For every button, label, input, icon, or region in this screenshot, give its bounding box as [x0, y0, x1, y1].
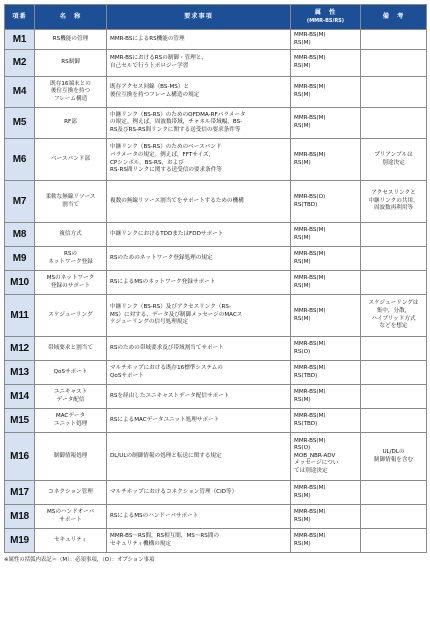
row-requirement-line: CPシンボル，BS-RS，および	[110, 159, 184, 166]
header-id: 項番	[5, 5, 35, 30]
row-attribute	[291, 505, 361, 529]
row-id: M13	[5, 361, 35, 385]
row-attribute-line: RS(M)	[294, 315, 311, 322]
table-header-row	[5, 5, 427, 30]
row-id: M2	[5, 50, 35, 77]
row-requirement-line: MMR-BS～RS間，RS相互間，MS～RS間の	[110, 532, 220, 539]
table-row	[5, 247, 427, 271]
row-note-line: スケジューリングは	[368, 300, 419, 307]
row-name-line: コネクション管理	[48, 488, 93, 495]
row-name	[35, 337, 107, 361]
row-requirement-line: ケジューリングの信号処理規定	[110, 319, 188, 326]
row-attribute-line: RS(O)	[294, 348, 311, 355]
row-note	[361, 139, 427, 181]
table-row	[5, 50, 427, 77]
table-row	[5, 361, 427, 385]
row-attribute-line: RS(M)	[294, 258, 311, 265]
row-note	[361, 529, 427, 553]
row-requirement-line: RSによるMACデータユニット処理サポート	[110, 416, 220, 423]
row-attribute-line: RS(M)	[294, 92, 311, 98]
row-note-line: 集中，分散，	[376, 307, 411, 314]
row-attribute-line: RS(M)	[294, 63, 311, 69]
row-note	[361, 77, 427, 108]
row-note	[361, 223, 427, 247]
table-row	[5, 108, 427, 139]
row-attribute	[291, 223, 361, 247]
row-name-line: RS機能の管理	[52, 35, 89, 42]
row-id: M5	[5, 108, 35, 139]
table-body	[5, 30, 427, 553]
row-name-line: ユニット処理	[53, 420, 88, 427]
row-id: M8	[5, 223, 35, 247]
row-requirement	[107, 481, 291, 505]
header-note: 備 考	[361, 5, 427, 30]
row-requirement	[107, 385, 291, 409]
row-attribute-line: RS(M)	[294, 234, 311, 241]
row-name-line: 柔軟な無線リソース	[45, 193, 96, 200]
row-requirement	[107, 50, 291, 77]
row-name-line: スケジューリング	[48, 311, 93, 318]
row-requirement	[107, 361, 291, 385]
row-name	[35, 139, 107, 181]
row-requirement-line: セキュリティ機構の規定	[110, 540, 171, 547]
row-requirement-line: RSを経由したユニキャストデータ配信サポート	[110, 392, 230, 399]
row-requirement	[107, 223, 291, 247]
row-note	[361, 30, 427, 50]
row-requirement-line: 自己セルで行うトポロジー学習	[110, 63, 189, 69]
row-name	[35, 505, 107, 529]
row-requirement-line: パラメータの規定。例えば，FFTサイズ，	[110, 151, 215, 158]
row-id: M12	[5, 337, 35, 361]
row-requirement-line: RSによるMSのハンドーバサポート	[110, 512, 199, 519]
row-requirement-line: MS）に対する，データ及び制御メッセージのMACス	[110, 311, 243, 318]
row-requirement	[107, 505, 291, 529]
row-id: M7	[5, 181, 35, 223]
row-requirement	[107, 409, 291, 433]
row-note	[361, 505, 427, 529]
row-requirement-line: 複数の無線リソース割当てをサポートするための機構	[110, 197, 244, 204]
row-name	[35, 223, 107, 247]
table-row	[5, 181, 427, 223]
row-requirement-line: MMR-BSによるRS機能の管理	[110, 35, 185, 42]
row-id: M1	[5, 30, 35, 50]
row-name-line: データ配信	[56, 396, 85, 403]
row-note	[361, 409, 427, 433]
row-requirement-line: DL/ULの制御情報の処理と転送に関する規定	[110, 452, 222, 459]
table-row	[5, 77, 427, 108]
row-note	[361, 337, 427, 361]
row-name	[35, 181, 107, 223]
row-id: M6	[5, 139, 35, 181]
row-attribute-line: RS(TBD)	[294, 420, 318, 427]
row-name	[35, 108, 107, 139]
row-name	[35, 361, 107, 385]
row-note-line: などを想定	[379, 323, 408, 330]
row-id: M18	[5, 505, 35, 529]
row-attribute-line: MMR-BS(M)	[294, 31, 326, 38]
row-requirement-line: の規定。例えば，周波数帯域，チャネル帯域幅，BS-	[110, 119, 243, 126]
row-name-line: RSの	[63, 250, 78, 257]
table-row	[5, 505, 427, 529]
row-note	[361, 361, 427, 385]
row-attribute	[291, 181, 361, 223]
row-attribute	[291, 247, 361, 271]
row-requirement	[107, 77, 291, 108]
row-attribute-line: MMR-BS(M)	[294, 250, 326, 257]
row-note-line: 周波数再利用等	[373, 205, 414, 212]
row-requirement-line: QoSサポート	[110, 372, 144, 379]
row-attribute-line: MOB_NBR-ADV	[294, 452, 336, 459]
table-row	[5, 529, 427, 553]
row-requirement	[107, 337, 291, 361]
row-name	[35, 247, 107, 271]
requirements-table	[4, 4, 427, 553]
header-attribute-sub: (MMR-BS/RS)	[306, 17, 345, 24]
row-name-line: MSのネットワーク	[46, 274, 95, 281]
row-name-line: フレーム構造	[53, 95, 88, 102]
table-row	[5, 271, 427, 295]
row-attribute	[291, 529, 361, 553]
row-attribute	[291, 30, 361, 50]
table-row	[5, 139, 427, 181]
row-name-line: ユニキャスト	[53, 388, 88, 395]
row-attribute-line: RS(M)	[294, 516, 311, 523]
row-requirement	[107, 433, 291, 481]
row-name-line: 登録のサポート	[50, 282, 91, 289]
table-row	[5, 481, 427, 505]
row-attribute-line: MMR-BS(M)	[294, 508, 326, 515]
row-name	[35, 481, 107, 505]
row-id: M19	[5, 529, 35, 553]
row-id: M10	[5, 271, 35, 295]
row-note-line: 制御情報を含む	[373, 456, 414, 463]
row-name-line: セキュリティ	[53, 536, 87, 543]
row-name-line: サポート	[59, 516, 82, 523]
row-attribute-line: MMR-BS(M)	[294, 274, 326, 281]
row-attribute	[291, 271, 361, 295]
requirements-table-container	[4, 4, 426, 563]
table-row	[5, 30, 427, 50]
row-requirement	[107, 247, 291, 271]
row-attribute-line: MMR-BS(M)	[294, 115, 326, 122]
row-name-line: 複信方式	[59, 230, 82, 237]
row-requirement	[107, 108, 291, 139]
row-attribute-line: MMR-BS(M)	[294, 364, 326, 371]
row-attribute-line: RS(M)	[294, 39, 311, 46]
table-row	[5, 223, 427, 247]
row-attribute	[291, 50, 361, 77]
row-requirement	[107, 30, 291, 50]
row-attribute-line: MMR-BS(M)	[294, 388, 326, 395]
row-id: M15	[5, 409, 35, 433]
row-name-line: MACデータ	[55, 412, 86, 419]
row-requirement-line: マルチホップにおけるコネクション管理（CID等）	[110, 488, 238, 495]
table-row	[5, 385, 427, 409]
row-note	[361, 247, 427, 271]
row-attribute-line: RS(TBD)	[294, 372, 318, 379]
row-name	[35, 409, 107, 433]
row-attribute-line: RS(O)	[294, 445, 311, 452]
row-attribute-line: MMR-BS(M)	[294, 226, 326, 233]
row-id: M17	[5, 481, 35, 505]
row-attribute	[291, 108, 361, 139]
row-attribute-line: RS(M)	[294, 159, 311, 166]
row-name-line: RF部	[64, 119, 77, 126]
row-requirement-line: 既存アクセス回線（BS-MS）と	[110, 84, 190, 91]
row-name	[35, 271, 107, 295]
row-attribute-line: MMR-BS(M)	[294, 484, 326, 491]
row-requirement-line: 後位互換を持つフレーム構造の規定	[110, 92, 200, 98]
row-note	[361, 433, 427, 481]
row-attribute-line: MMR-BS(M)	[294, 437, 326, 444]
row-attribute-line: RS(TBD)	[294, 201, 318, 208]
row-attribute-line: MMR-BS(M)	[294, 151, 326, 158]
row-attribute-line: RS(M)	[294, 540, 311, 547]
row-name-line: 既存16端末との	[50, 80, 91, 87]
row-requirement	[107, 295, 291, 337]
row-name-line: 後位互換を持つ	[50, 88, 91, 95]
row-attribute	[291, 385, 361, 409]
header-name: 名 称	[35, 5, 107, 30]
row-attribute-line: MMR-BS(M)	[294, 340, 326, 347]
row-note	[361, 50, 427, 77]
row-note	[361, 271, 427, 295]
row-requirement	[107, 529, 291, 553]
row-name	[35, 50, 107, 77]
row-attribute-line: MMR-BS(O)	[294, 193, 326, 200]
row-name-line: ネットワーク登録	[48, 258, 93, 265]
header-attribute	[291, 5, 361, 30]
row-id: M4	[5, 77, 35, 108]
row-note-line: UL/DLの	[382, 448, 405, 455]
row-attribute	[291, 295, 361, 337]
row-attribute-line: RS(M)	[294, 123, 311, 129]
row-requirement	[107, 139, 291, 181]
table-row	[5, 433, 427, 481]
row-name-line: MSのハンドオーバ	[46, 508, 95, 515]
row-note-line: 中継リンクの共用，	[368, 197, 419, 204]
row-name	[35, 77, 107, 108]
row-attribute	[291, 139, 361, 181]
row-attribute-line: MMR-BS(M)	[294, 532, 326, 539]
row-id: M16	[5, 433, 35, 481]
row-requirement-line: RSのためのネットワーク登録処理の規定	[110, 254, 213, 261]
row-name-line: RS制御	[61, 59, 80, 66]
row-note	[361, 295, 427, 337]
row-note-line: プリアンブルは	[374, 151, 413, 158]
row-requirement-line: RSのための帯域要求及び帯域割当てサポート	[110, 344, 224, 351]
row-note	[361, 181, 427, 223]
table-row	[5, 337, 427, 361]
row-id: M14	[5, 385, 35, 409]
row-requirement-line: マルチホップにおける既存16標準システムの	[110, 364, 223, 371]
row-attribute	[291, 337, 361, 361]
row-name	[35, 385, 107, 409]
header-attribute-label: 属 性	[314, 9, 337, 17]
row-name	[35, 529, 107, 553]
row-requirement-line: 中継リンク（BS-RS）のためのベースバンド	[110, 144, 222, 151]
row-requirement	[107, 181, 291, 223]
row-note	[361, 481, 427, 505]
row-requirement-line: 中継リンクにおけるTDDまたはFDDサポート	[110, 230, 224, 237]
row-requirement-line: 中継リンク（BS-RS）のためのOFDMA-RFパラメータ	[110, 111, 246, 118]
row-note	[361, 108, 427, 139]
row-name	[35, 295, 107, 337]
row-name-line: 割当て	[62, 201, 79, 208]
row-name-line: 制御情報処理	[53, 452, 88, 459]
row-name	[35, 30, 107, 50]
row-requirement-line: MMR-BSにおけるRSの制御・管理と、	[110, 55, 207, 62]
header-requirement: 要求事項	[107, 5, 291, 30]
row-name	[35, 433, 107, 481]
table-row	[5, 295, 427, 337]
row-attribute-line: MMR-BS(M)	[294, 55, 326, 62]
row-attribute	[291, 433, 361, 481]
row-requirement	[107, 271, 291, 295]
row-attribute	[291, 361, 361, 385]
row-note	[361, 385, 427, 409]
row-id: M11	[5, 295, 35, 337]
table-row	[5, 409, 427, 433]
row-attribute-line: MMR-BS(M)	[294, 84, 326, 91]
row-attribute	[291, 77, 361, 108]
row-attribute	[291, 409, 361, 433]
row-attribute-line: MMR-BS(M)	[294, 412, 326, 419]
row-note-line: ハイブリッド方式	[371, 315, 416, 322]
row-requirement-line: RS-RS間リンクに関する送受信の要求条件等	[110, 167, 222, 174]
row-id: M9	[5, 247, 35, 271]
row-attribute-line: RS(M)	[294, 282, 311, 289]
row-attribute-line: MMR-BS(M)	[294, 307, 326, 314]
row-attribute-line: RS(M)	[294, 492, 311, 499]
row-name-line: QoSサポート	[53, 368, 88, 375]
row-name-line: 帯域要求と割当て	[48, 344, 93, 351]
row-note-line: アクセスリンクと	[371, 190, 416, 197]
row-attribute-line: RS(M)	[294, 396, 311, 403]
footnote: ※属性の括弧内表記＝（M）：必須事項，（O）：オプション事項	[4, 557, 155, 563]
row-attribute-line: メッセージについ	[294, 460, 339, 467]
row-requirement-line: RS及びRS-RS間リンクに関する送受信の要求条件等	[110, 126, 241, 133]
row-attribute-line: ては別途決定	[294, 467, 328, 474]
row-note-line: 別途決定	[382, 159, 405, 166]
row-attribute	[291, 481, 361, 505]
row-requirement-line: 中継リンク（BS-RS）及びアクセスリンク（RS-	[110, 304, 231, 311]
row-name-line: ベースバンド部	[51, 155, 90, 162]
row-requirement-line: RSによるMSのネットワーク登録サポート	[110, 278, 216, 285]
